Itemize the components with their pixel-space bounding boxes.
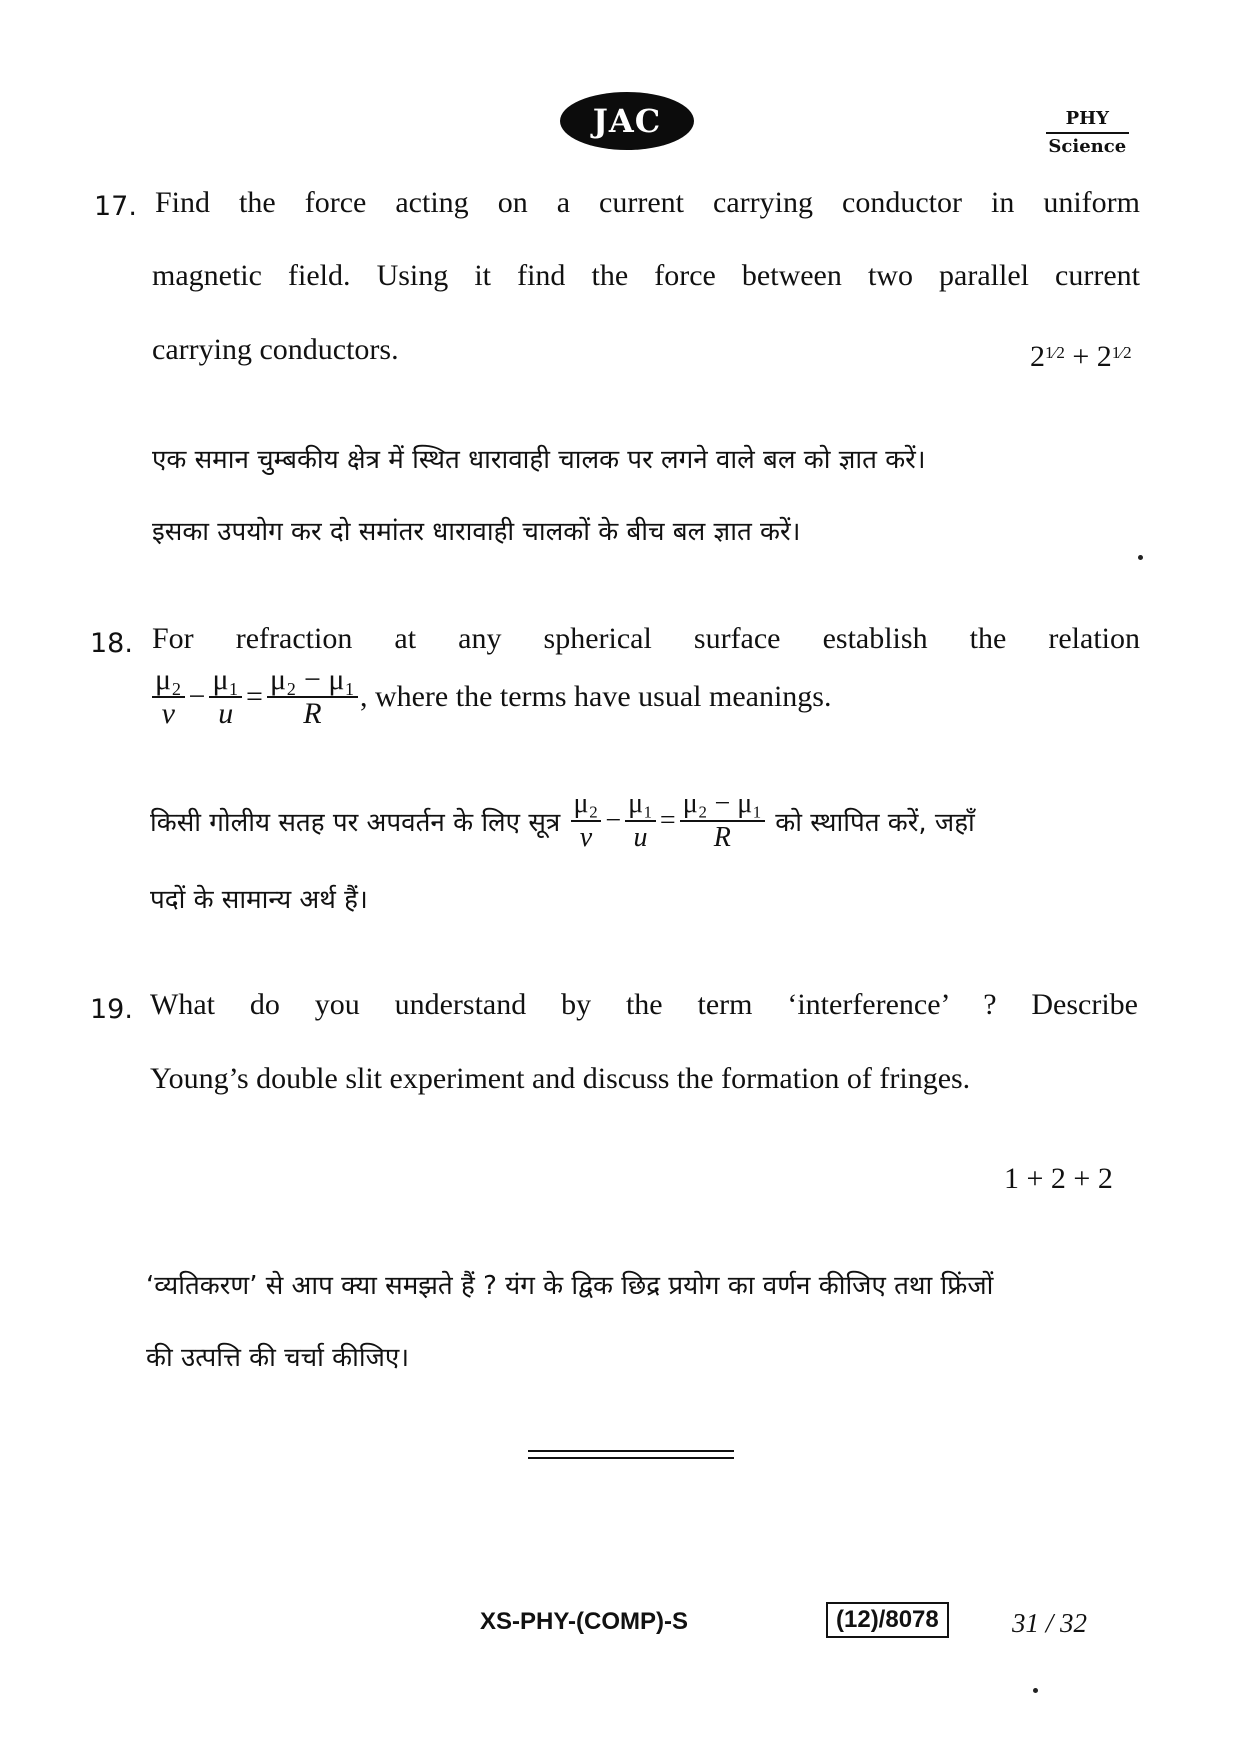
paper-number-box: (12)/8078: [826, 1602, 949, 1638]
fraction-1-denominator: v: [161, 697, 175, 730]
hindi-formula-minus: −: [605, 805, 622, 836]
question-18-hindi-line-2: पदों के सामान्य अर्थ हैं।: [150, 885, 368, 915]
scan-speck: [1138, 555, 1143, 560]
marks-whole-2: 2: [1096, 340, 1112, 373]
marks-den-1: 2: [1056, 343, 1065, 362]
question-17-line-3: carrying conductors.: [152, 333, 399, 366]
hindi-formula-tail: को स्थापित करें, जहाँ: [775, 808, 975, 838]
fraction-3-denominator: R: [303, 697, 322, 730]
formula-minus: −: [188, 680, 206, 713]
page-number: 31 / 32: [1012, 1608, 1088, 1638]
formula-fraction-1: [152, 664, 185, 730]
question-19-line-2: Young’s double slit experiment and discuss the formation of fringes.: [150, 1062, 971, 1095]
hindi-formula-fraction-1: [571, 788, 602, 854]
question-17-line-2: magnetic field. Using it find the force between two parallel current: [152, 259, 1140, 292]
question-17-hindi-line-1: एक समान चुम्बकीय क्षेत्र में स्थित धारावाही चालक पर लगने वाले बल को ज्ञात करें।: [152, 445, 926, 475]
formula-fraction-2: [209, 664, 242, 730]
question-19-line-1: What do you understand by the term ‘interference’ ? Describe: [150, 988, 1138, 1021]
hindi-fraction-2-denominator: u: [633, 822, 648, 853]
question-17-hindi-line-2: इसका उपयोग कर दो समांतर धारावाही चालकों के बीच बल ज्ञात करें।: [152, 517, 801, 547]
fraction-1-numerator: μ₂: [152, 664, 185, 698]
formula-equals: =: [246, 680, 263, 713]
question-18-line-2: [150, 664, 831, 730]
question-19-marks: 1 + 2 + 2: [1004, 1162, 1113, 1195]
question-17-line-1: Find the force acting on a current carrying conductor in uniform: [155, 186, 1140, 219]
logo-text: JAC: [592, 102, 662, 140]
marks-num-2: 1: [1111, 343, 1121, 362]
marks-whole-1: 2: [1030, 340, 1045, 373]
hindi-formula-fraction-2: [625, 788, 656, 854]
jac-logo: [560, 92, 694, 150]
marks-fraction-1: 1⁄2: [1045, 343, 1065, 362]
question-18-line-1: For refraction at any spherical surface establish the relation: [152, 622, 1140, 655]
marks-fraction-2: 1⁄2: [1111, 343, 1132, 362]
paper-code: XS-PHY-(COMP)-S: [480, 1608, 689, 1635]
question-19-number: 19.: [90, 994, 133, 1025]
marks-plus: +: [1072, 340, 1090, 373]
scan-speck: [1033, 1688, 1038, 1693]
formula-fraction-3: [267, 664, 358, 730]
hindi-fraction-2-numerator: μ₁: [625, 788, 656, 822]
question-19-hindi-line-1: ‘व्यतिकरण’ से आप क्या समझते हैं ? यंग के द्विक छिद्र प्रयोग का वर्णन कीजिए तथा फ्रिंजों: [146, 1271, 994, 1301]
question-19-hindi-line-2: की उत्पत्ति की चर्चा कीजिए।: [146, 1343, 410, 1373]
hindi-fraction-3-numerator: μ₂ − μ₁: [680, 788, 765, 822]
question-17-marks: [1030, 340, 1132, 374]
question-18-hindi-line-1: [150, 788, 975, 854]
marks-num-1: 1: [1045, 343, 1054, 362]
subject-name: Science: [1048, 136, 1127, 157]
hindi-fraction-3-denominator: R: [713, 822, 731, 853]
hindi-fraction-1-numerator: μ₂: [571, 788, 602, 822]
fraction-3-numerator: μ₂ − μ₁: [267, 664, 358, 698]
end-rule-bottom: [528, 1457, 734, 1459]
marks-den-2: 2: [1123, 343, 1132, 362]
hindi-fraction-1-denominator: v: [579, 822, 593, 853]
question-18-line-2-tail: , where the terms have usual meanings.: [359, 680, 832, 713]
subject-label: [1046, 106, 1129, 160]
end-rule-top: [528, 1450, 734, 1452]
hindi-formula-fraction-3: [680, 788, 765, 854]
subject-code: PHY: [1046, 106, 1129, 134]
hindi-formula-lead: किसी गोलीय सतह पर अपवर्तन के लिए सूत्र: [150, 808, 561, 838]
hindi-formula-equals: =: [659, 805, 676, 836]
fraction-2-numerator: μ₁: [209, 664, 242, 698]
fraction-2-denominator: u: [218, 697, 234, 730]
question-17-number: 17.: [94, 191, 137, 222]
question-18-number: 18.: [90, 628, 133, 659]
